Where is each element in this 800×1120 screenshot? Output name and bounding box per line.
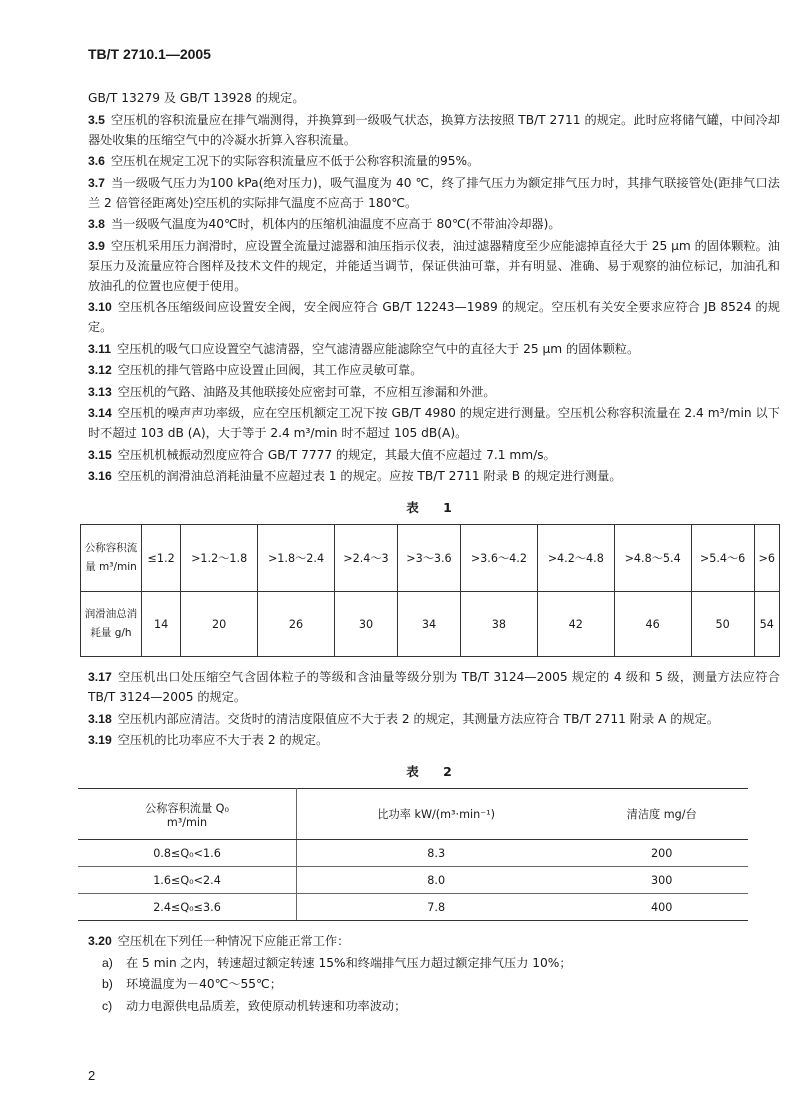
clause-number: 3.17 [88, 670, 112, 684]
table-cell: 8.3 [297, 840, 576, 867]
clause-3-18 [88, 709, 780, 729]
table-cell: >2.4～3 [334, 525, 397, 592]
table-cell: 38 [460, 592, 537, 657]
table-row [78, 894, 748, 921]
list-item-label: a) [102, 955, 113, 970]
clause-3-10 [88, 297, 780, 337]
clause-text: 空压机各压缩级间应设置安全阀，安全阀应符合 GB/T 12243—1989 的规定。空压机有关安全要求应符合 JB 8524 的规定。 [88, 300, 780, 334]
table-row [78, 840, 748, 867]
clause-text: 空压机的吸气口应设置空气滤清器，空气滤清器应能滤除空气中的直径大于 25 μm 的固体颗粒。 [117, 341, 640, 356]
clause-text: 空压机出口处压缩空气含固体粒子的等级和含油量等级分别为 TB/T 3124—2005 规定的 4 级和 5 级，测量方法应符合 TB/T 3124—2005 的规定。 [88, 670, 780, 704]
table-header-row [78, 789, 748, 840]
clause-text: 空压机采用压力润滑时，应设置全流量过滤器和油压指示仪表，油过滤器精度至少应能滤掉直径大于 25 μm 的固体颗粒。油泵压力及流量应符合图样及技术文件的规定，并能适当调节，保证供油可靠，并有明显、准确、易于观察的油位标记，加油孔和放油孔的位置也应便于使用。 [88, 238, 780, 293]
list-item [102, 974, 780, 994]
table-row [81, 592, 780, 657]
table-row [78, 867, 748, 894]
table-cell: 0.8≤Q₀<1.6 [78, 840, 297, 867]
table-cell: 8.0 [297, 867, 576, 894]
list-item-label: c) [102, 998, 113, 1013]
clause-text: 空压机在规定工况下的实际容积流量应不低于公称容积流量的95%。 [110, 154, 480, 168]
clause-3-16 [88, 466, 780, 486]
clause-number: 3.10 [88, 300, 112, 314]
table-cell: 20 [181, 592, 258, 657]
clause-3-20 [88, 931, 780, 951]
row-header-flow: 公称容积流量 m³/min [81, 525, 142, 592]
clause-text: 空压机的容积流量应在排气端测得，并换算到一级吸气状态，换算方法按照 TB/T 2711 的规定。此时应将储气罐，中间冷却器处收集的压缩空气中的冷凝水折算入容积流量。 [88, 112, 780, 147]
clause-3-17 [88, 667, 780, 707]
clause-number: 3.16 [88, 469, 112, 483]
clause-3-5 [88, 110, 780, 150]
table-cell: 300 [575, 867, 748, 894]
table-1-caption: 表 1 [406, 500, 462, 515]
list-item-text: 环境温度为－40℃～55℃； [126, 977, 282, 991]
column-header-flow-unit: m³/min [166, 815, 208, 829]
table-2-caption: 表 2 [406, 764, 462, 779]
clause-text: 空压机的比功率应不大于表 2 的规定。 [117, 733, 329, 747]
table-cell: 400 [575, 894, 748, 921]
table-cell: 30 [334, 592, 397, 657]
table-cell: ≤1.2 [142, 525, 181, 592]
list-item [102, 953, 780, 973]
clause-3-14 [88, 403, 780, 443]
clause-number: 3.15 [88, 447, 112, 462]
table-row [81, 525, 780, 592]
clause-number: 3.7 [88, 175, 105, 190]
clause-text: 空压机的排气管路中应设置止回阀，其工作应灵敏可靠。 [117, 363, 423, 377]
table-cell: >3.6～4.2 [460, 525, 537, 592]
clause-number: 3.6 [88, 154, 105, 168]
table-cell: 26 [258, 592, 335, 657]
clause-text: 空压机机械振动烈度应符合 GB/T 7777 的规定，其最大值不应超过 7.1 mm/s。 [117, 447, 556, 462]
clause-text: 空压机在下列任一种情况下应能正常工作： [117, 934, 350, 948]
table-cell: 200 [575, 840, 748, 867]
clause-3-15 [88, 445, 780, 465]
clause-number: 3.14 [88, 406, 112, 420]
column-header-power: 比功率 kW/(m³·min⁻¹) [297, 789, 576, 840]
condition-list [88, 953, 780, 1016]
clause-3-6 [88, 151, 780, 171]
clause-number: 3.20 [88, 934, 112, 948]
table-cell: 2.4≤Q₀≤3.6 [78, 894, 297, 921]
table-cell: >6 [754, 525, 779, 592]
column-header-cleanliness: 清洁度 mg/台 [575, 789, 748, 840]
clause-text: 空压机的润滑油总消耗油量不应超过表 1 的规定。应按 TB/T 2711 附录 B 的规定进行测量。 [117, 469, 622, 483]
clause-text: 当一级吸气压力为100 kPa(绝对压力)，吸气温度为 40 ℃，终了排气压力为额定排气压力时，其排气联接管处(距排气口法兰 2 倍管径距离处)空压机的实际排气温度不应高于 180℃。 [88, 175, 780, 210]
clause-3-11 [88, 339, 780, 359]
clause-3-12 [88, 360, 780, 380]
paragraph-text: GB/T 13279 及 GB/T 13928 的规定。 [88, 91, 305, 105]
oil-consumption-table [80, 524, 780, 657]
clause-text: 空压机内部应清洁。交货时的清洁度限值应不大于表 2 的规定，其测量方法应符合 TB/T 2711 附录 A 的规定。 [117, 711, 720, 726]
paragraph-continuation [88, 88, 780, 108]
table-cell: 7.8 [297, 894, 576, 921]
clause-3-7 [88, 173, 780, 213]
power-cleanliness-table [78, 788, 748, 921]
table-cell: 34 [397, 592, 460, 657]
page-number: 2 [88, 1068, 96, 1083]
clause-3-13 [88, 382, 780, 402]
clause-text: 当一级吸气温度为40℃时，机体内的压缩机油温度不应高于 80℃(不带油冷却器)。 [110, 217, 561, 231]
table-cell: >3～3.6 [397, 525, 460, 592]
table-cell: >4.8～5.4 [614, 525, 691, 592]
clause-number: 3.12 [88, 363, 112, 377]
table-cell: 50 [691, 592, 754, 657]
table-cell: >4.2～4.8 [537, 525, 614, 592]
column-header-flow [78, 789, 297, 840]
clause-number: 3.9 [88, 238, 105, 253]
clause-number: 3.5 [88, 112, 105, 127]
clause-3-8 [88, 214, 780, 234]
list-item [102, 996, 780, 1016]
clause-3-9 [88, 236, 780, 296]
clause-text: 空压机的气路、油路及其他联接处应密封可靠，不应相互渗漏和外泄。 [117, 384, 496, 399]
list-item-text: 在 5 min 之内，转速超过额定转速 15%和终端排气压力超过额定排气压力 10%； [126, 955, 572, 970]
clause-3-19 [88, 730, 780, 750]
table-cell: >1.2～1.8 [181, 525, 258, 592]
clause-number: 3.18 [88, 711, 112, 726]
clause-number: 3.19 [88, 733, 112, 747]
table-cell: >5.4～6 [691, 525, 754, 592]
list-item-label: b) [102, 977, 113, 991]
clause-number: 3.8 [88, 217, 105, 231]
document-body [84, 88, 780, 1017]
table-cell: >1.8～2.4 [258, 525, 335, 592]
clause-text: 空压机的噪声声功率级，应在空压机额定工况下按 GB/T 4980 的规定进行测量。空压机公称容积流量在 2.4 m³/min 以下时不超过 103 dB (A)，大于等于 2.4 m³/min 时不超过 105 dB(A)。 [88, 406, 780, 440]
standard-header: TB/T 2710.1—2005 [88, 46, 211, 62]
table-cell: 46 [614, 592, 691, 657]
row-header-oil: 润滑油总消耗量 g/h [81, 592, 142, 657]
list-item-text: 动力电源供电品质差，致使原动机转速和功率波动； [126, 998, 407, 1013]
clause-number: 3.11 [88, 341, 112, 356]
clause-number: 3.13 [88, 384, 112, 399]
table-cell: 1.6≤Q₀<2.4 [78, 867, 297, 894]
table-cell: 42 [537, 592, 614, 657]
column-header-flow-label: 公称容积流量 Q₀ [145, 801, 229, 815]
table-cell: 14 [142, 592, 181, 657]
table-cell: 54 [754, 592, 779, 657]
